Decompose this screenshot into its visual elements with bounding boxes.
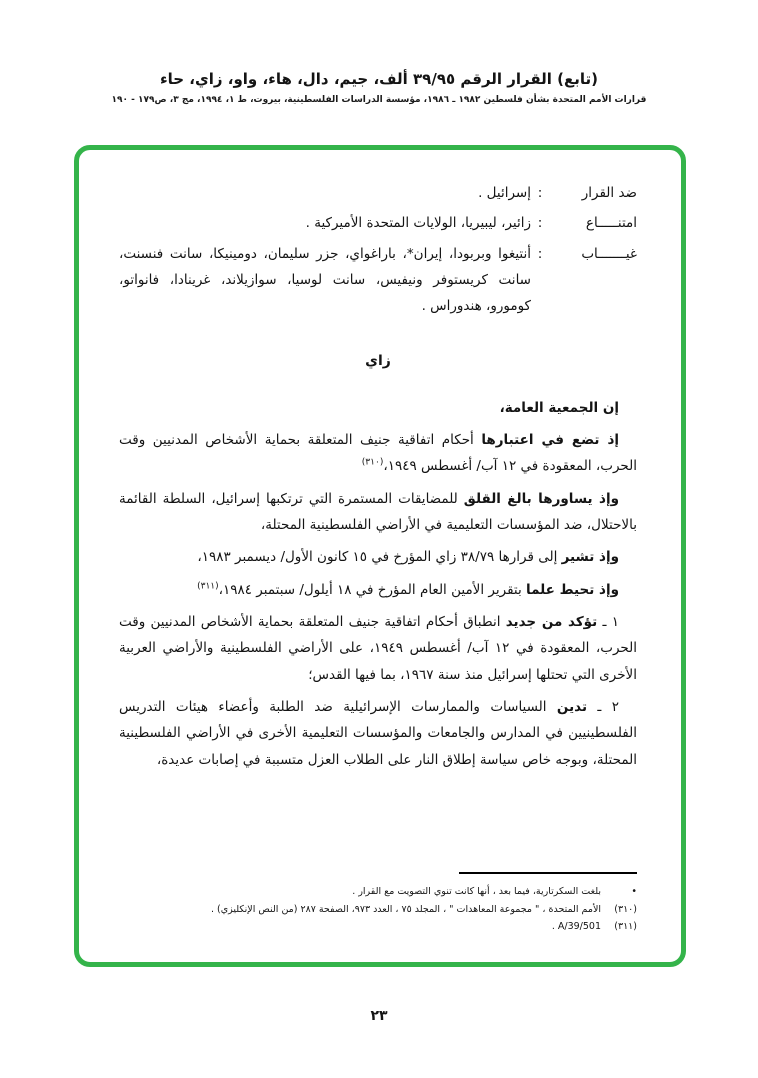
paragraph-lead: وإذ يساورها بالغ القلق <box>463 490 619 507</box>
paragraph-lead: تدين <box>556 698 588 715</box>
paragraph-text: أحكام اتفاقية جنيف المتعلقة بحماية الأشخاص المدنيين وقت الحرب، المعقودة في ١٢ آب/ أغسطس ١٩٤٩، <box>119 432 637 475</box>
vote-label: ضد القرار <box>581 185 637 201</box>
paragraph-text: انطباق أحكام اتفاقية جنيف المتعلقة بحماية الأشخاص المدنيين وقت الحرب، المعقودة في ١٢ آب/ أغسطس ١٩٤٩، على الأراضي الفلسطينية والأراضي العربية الأخرى التي تحتلها إسرائيل منذ سنة ١٩٦٧، بما فيها القدس؛ <box>119 614 637 683</box>
resolution-paragraph <box>119 427 637 480</box>
footnote-text: الأمم المتحدة ، " مجموعة المعاهدات " ، المجلد ٧٥ ، العدد ٩٧٣، الصفحة ٢٨٧ (من النص الإنكليزي) . <box>210 903 601 915</box>
vote-separator: : <box>537 185 543 201</box>
vote-separator: : <box>537 245 543 262</box>
vote-separator: : <box>537 215 543 232</box>
paragraph-number: ١ ـ <box>597 614 620 631</box>
resolution-paragraph <box>119 577 637 603</box>
vote-value: زائير، ليبيريا، الولايات المتحدة الأميركية . <box>305 215 531 232</box>
paragraph-lead: وإذ تشير <box>561 549 619 566</box>
source-citation: قرارات الأمم المتحدة بشأن فلسطين ١٩٨٢ ـ ١٩٨٦، مؤسسة الدراسات الفلسطينية، بيروت، ط ١، ١٩٩٤، مج ٣، ص١٧٩ - ١٩٠ <box>111 95 647 105</box>
paragraph-lead: إذ تضع في اعتبارها <box>481 432 619 449</box>
footnote-block <box>119 860 637 936</box>
paragraph-lead: تؤكد من جديد <box>505 614 598 631</box>
vote-row-absent <box>119 241 637 320</box>
footnote <box>119 883 637 901</box>
paragraph-text: إلى قرارها ٣٨/٧٩ زاي المؤرخ في ١٥ كانون الأول/ ديسمبر ١٩٨٣، <box>197 549 562 566</box>
resolution-paragraph <box>119 609 637 688</box>
page-number: ٢٣ <box>370 1008 388 1024</box>
vote-value: أنتيغوا وبربودا، إيران*، باراغواي، جزر سليمان، دومينيكا، سانت فنسنت، سانت كريستوفر ونيفيس، سانت لوسيا، سوازيلاند، غرينادا، فانواتو، كومورو، هندوراس . <box>119 245 531 315</box>
footnote-text: بلغت السكرتارية، فيما بعد ، أنها كانت تنوي التصويت مع القرار . <box>352 886 601 898</box>
footnote <box>119 901 637 919</box>
resolution-paragraph <box>119 544 637 570</box>
footnote-marker: • <box>631 886 637 898</box>
footnote-text: A/39/501 . <box>551 921 601 933</box>
paragraph-text: للمضايقات المستمرة التي ترتكبها إسرائيل، السلطة القائمة بالاحتلال، ضد المؤسسات التعليمية في الأراضي الفلسطينية المحتلة، <box>119 490 637 534</box>
paragraph-text: السياسات والممارسات الإسرائيلية ضد الطلبة وأعضاء هيئات التدريس الفلسطينيين في المدارس والجامعات والمؤسسات التعليمية الأخرى في الأراضي الفلسطينية المحتلة، وبوجه خاص سياسة إطلاق النار على الطلاب العزل متسببة في إصابات عديدة، <box>119 698 637 768</box>
document-title: (تابع) القرار الرقم ٣٩/٩٥ ألف، جيم، دال، هاء، واو، زاي، حاء <box>159 70 599 88</box>
resolution-paragraph <box>119 486 637 539</box>
vote-label: غيـــــــاب <box>581 245 637 262</box>
vote-row-abstain <box>119 210 637 236</box>
footnote-rule <box>459 872 637 874</box>
section-heading: زاي <box>365 352 391 369</box>
vote-value: إسرائيل . <box>478 185 531 201</box>
paragraph-text: بتقرير الأمين العام المؤرخ في ١٨ أيلول/ سبتمبر ١٩٨٤، <box>218 581 527 598</box>
footnote-marker: (٣١١) <box>614 921 637 933</box>
paragraph-lead: وإذ تحيط علما <box>526 581 619 598</box>
content-frame <box>74 145 686 967</box>
paragraph-number: ٢ ـ <box>587 698 619 715</box>
resolution-paragraph <box>119 694 637 773</box>
footnote-marker: (٣١٠) <box>614 903 637 915</box>
vote-label: امتنـــــاع <box>585 215 637 232</box>
page-header <box>0 0 758 105</box>
vote-row-against <box>119 180 637 206</box>
footnote-reference: (٣١٠) <box>361 457 384 468</box>
assembly-intro: إن الجمعية العامة، <box>499 399 619 416</box>
footnote-reference: (٣١١) <box>197 581 219 592</box>
footnote <box>119 918 637 936</box>
